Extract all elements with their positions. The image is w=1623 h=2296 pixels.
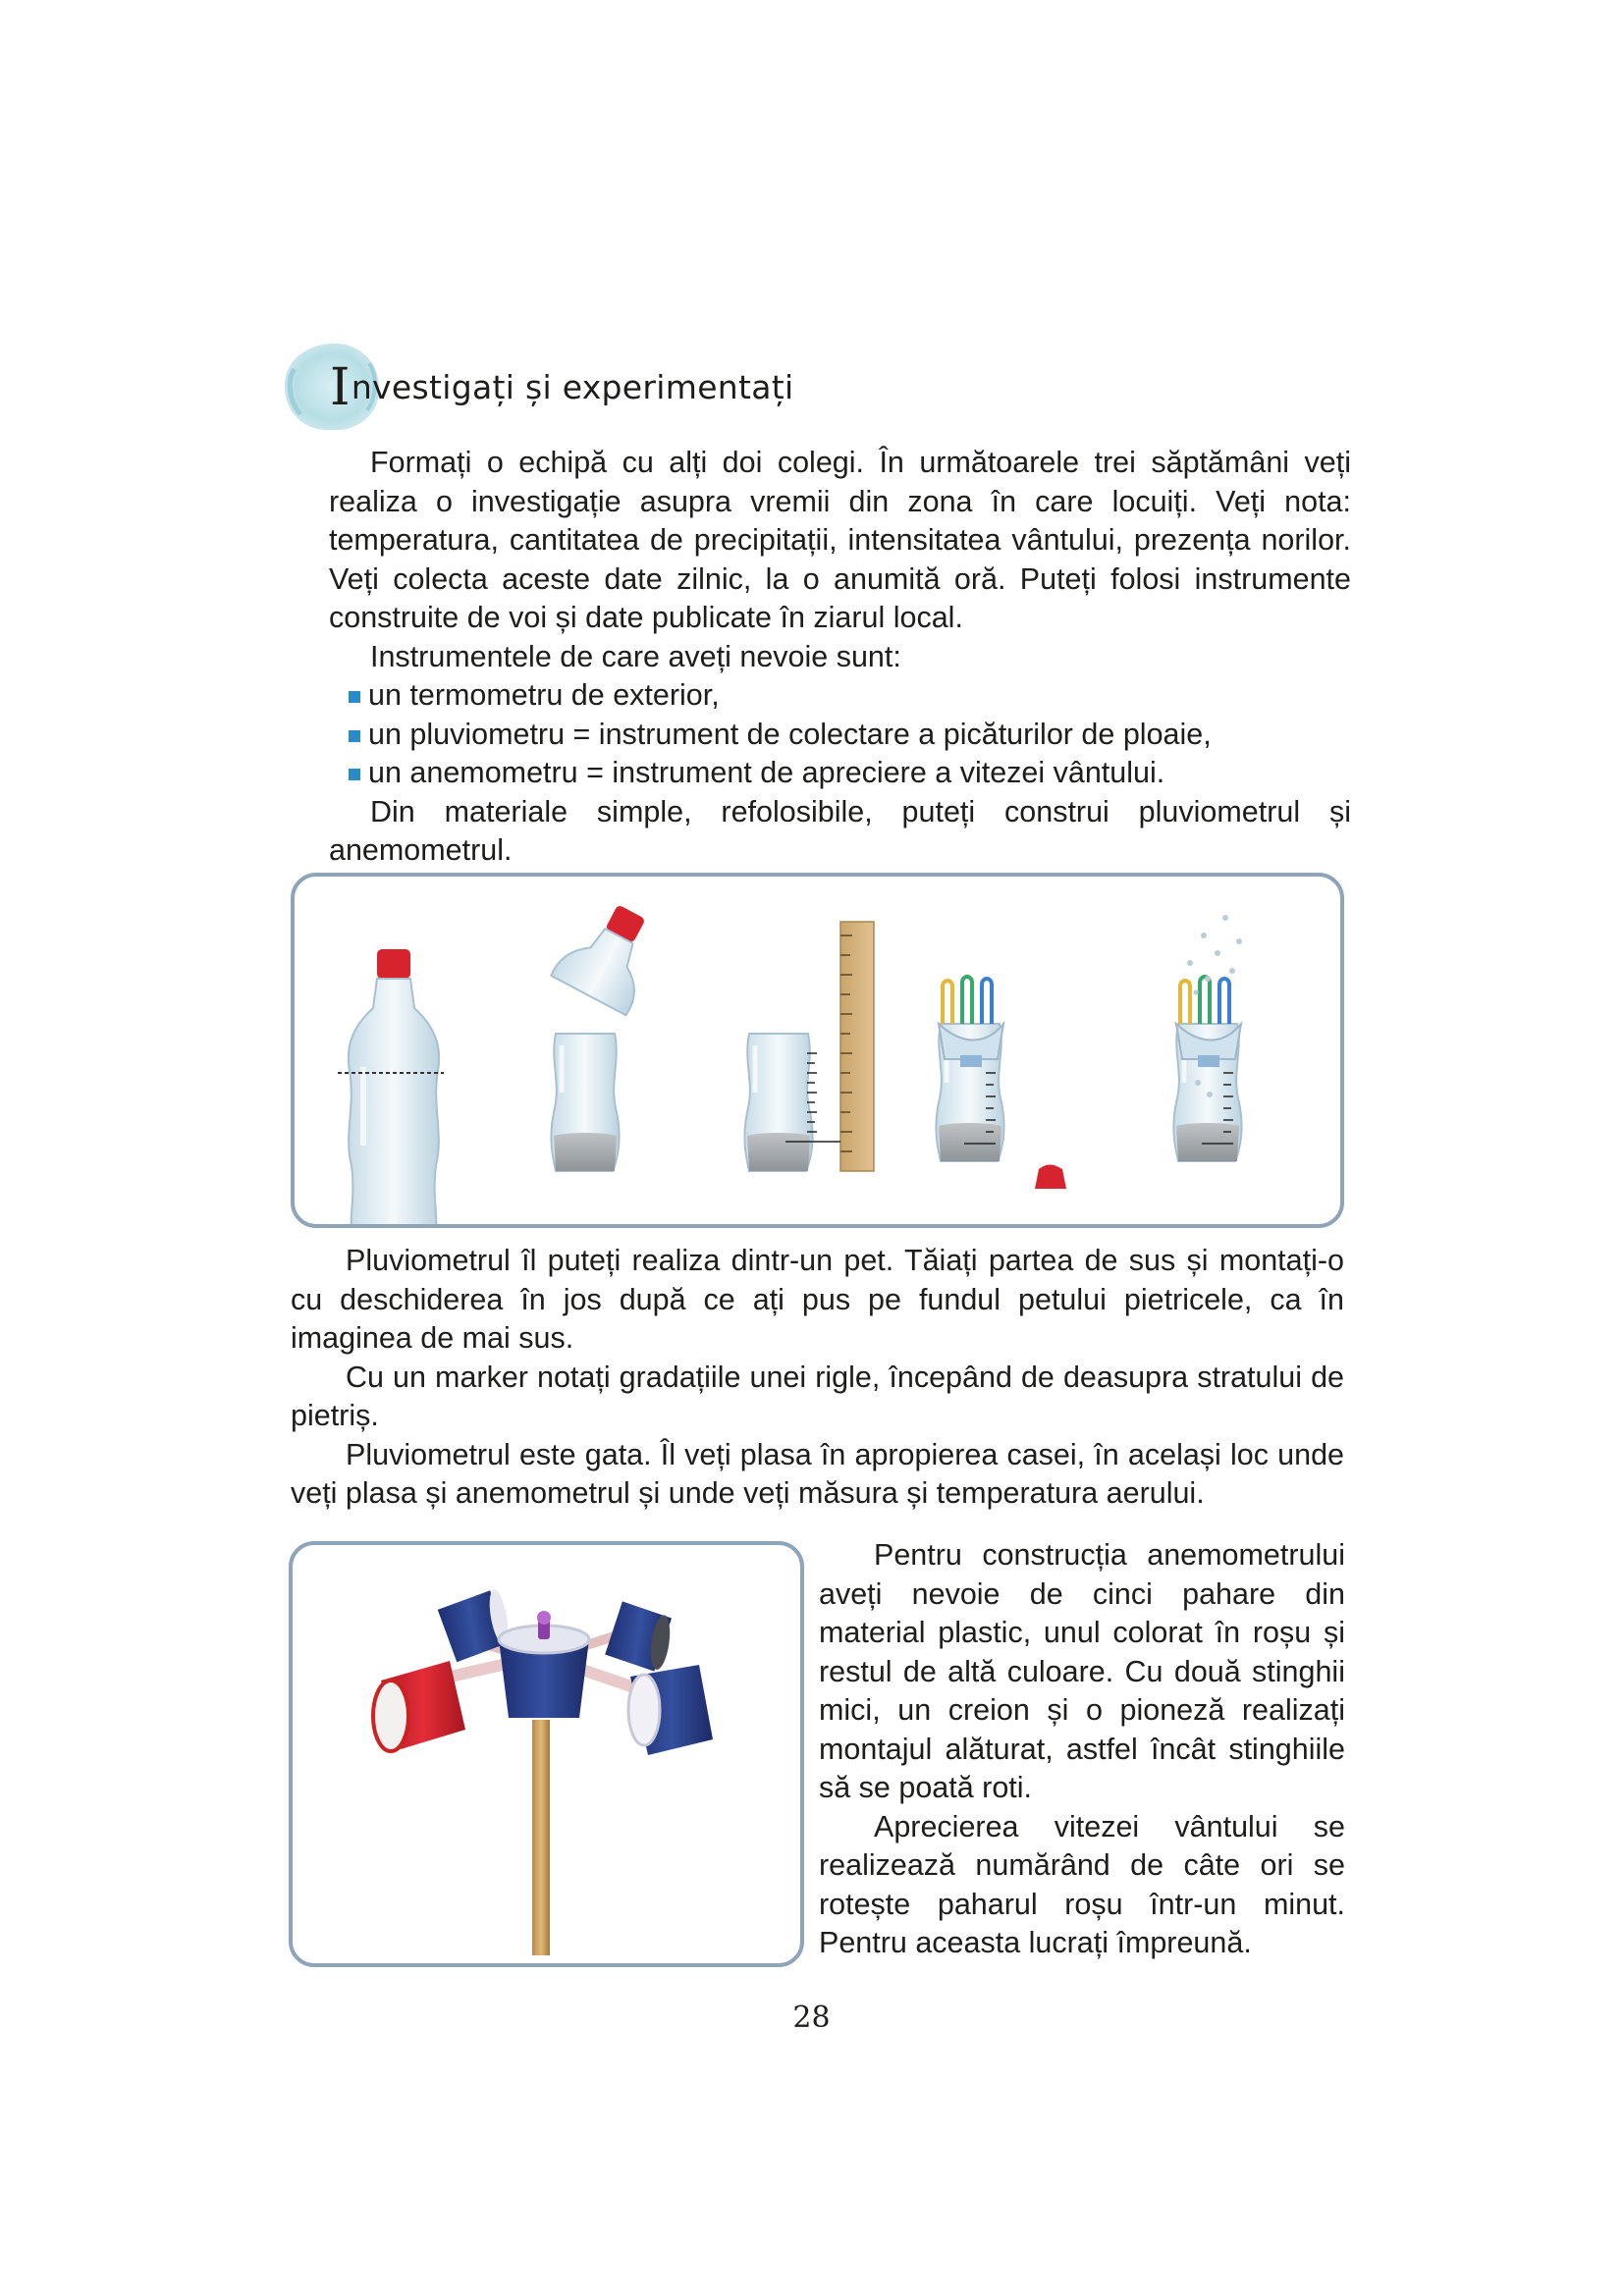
list-item: un anemometru = instrument de apreciere a vitezei vântului.	[349, 754, 1351, 793]
instruments-list	[349, 676, 1351, 793]
bottle-step-2	[551, 892, 671, 1171]
anemometer-block	[819, 1536, 1345, 1963]
anemometer-icon	[293, 1545, 800, 1963]
section-heading	[330, 358, 793, 417]
rain-gauge-paragraph-1: Pluviometrul îl puteți realiza dintr-un pet. Tăiați partea de sus și montați-o cu deschiderea în jos după ce ați pus pe fundul petului pietricele, ca în imaginea de mai sus.	[291, 1244, 1344, 1355]
anemometer-illustration	[289, 1541, 804, 1967]
heading-rest: nvestigați și experimentați	[351, 368, 794, 406]
heading-initial: I	[330, 358, 351, 417]
intro-paragraph-1: Formați o echipă cu alți doi colegi. În următoarele trei săptămâni veți realiza o investigație asupra vremii din zona în care locuiți. Veți nota: temperatura, cantitatea de precipitații, intensitatea vântului, prezența norilor. Veți colecta aceste date zilnic, la o anumită oră. Puteți folosi instrumente construite de voi și date publicate în ziarul local.	[329, 446, 1351, 634]
rain-gauge-paragraph-3: Pluviometrul este gata. Îl veți plasa în apropierea casei, în același loc unde veți plasa și anemometrul și unde veți măsura și temperatura aerului.	[291, 1437, 1344, 1510]
bottle-step-3	[744, 922, 874, 1171]
intro-block	[329, 444, 1351, 871]
rain-gauge-paragraph-2: Cu un marker notați gradațiile unei rigle, începând de deasupra stratului de pietriș.	[291, 1360, 1344, 1432]
bottle-step-4	[936, 977, 1066, 1189]
instruments-intro: Instrumentele de care aveți nevoie sunt:	[370, 639, 901, 673]
rain-gauge-steps-illustration	[295, 877, 1340, 1224]
list-item: un termometru de exterior,	[349, 676, 1351, 716]
anemometer-paragraph-1: Pentru construcția anemometrului aveți nevoie de cinci pahare din material plastic, unul colorat în roșu și restul de altă culoare. Cu două stinghii mici, un creion și o pioneză realizați montajul alăturat, astfel încât stinghiile să se poată roti.	[819, 1538, 1345, 1804]
list-item: un pluviometru = instrument de colectare a picăturilor de ploaie,	[349, 716, 1351, 755]
rain-gauge-block	[291, 1242, 1344, 1514]
anemometer-paragraph-2: Aprecierea vitezei vântului se realizează numărând de câte ori se rotește paharul roșu într-un minut. Pentru aceasta lucrați împreună.	[819, 1809, 1345, 1959]
bottle-step-5	[1173, 915, 1242, 1161]
bottle-step-1	[338, 949, 444, 1224]
page-number: 28	[792, 2001, 831, 2035]
intro-paragraph-2: Din materiale simple, refolosibile, puteți construi pluviometrul și anemometrul.	[329, 794, 1351, 867]
rain-gauge-illustration	[291, 873, 1344, 1228]
